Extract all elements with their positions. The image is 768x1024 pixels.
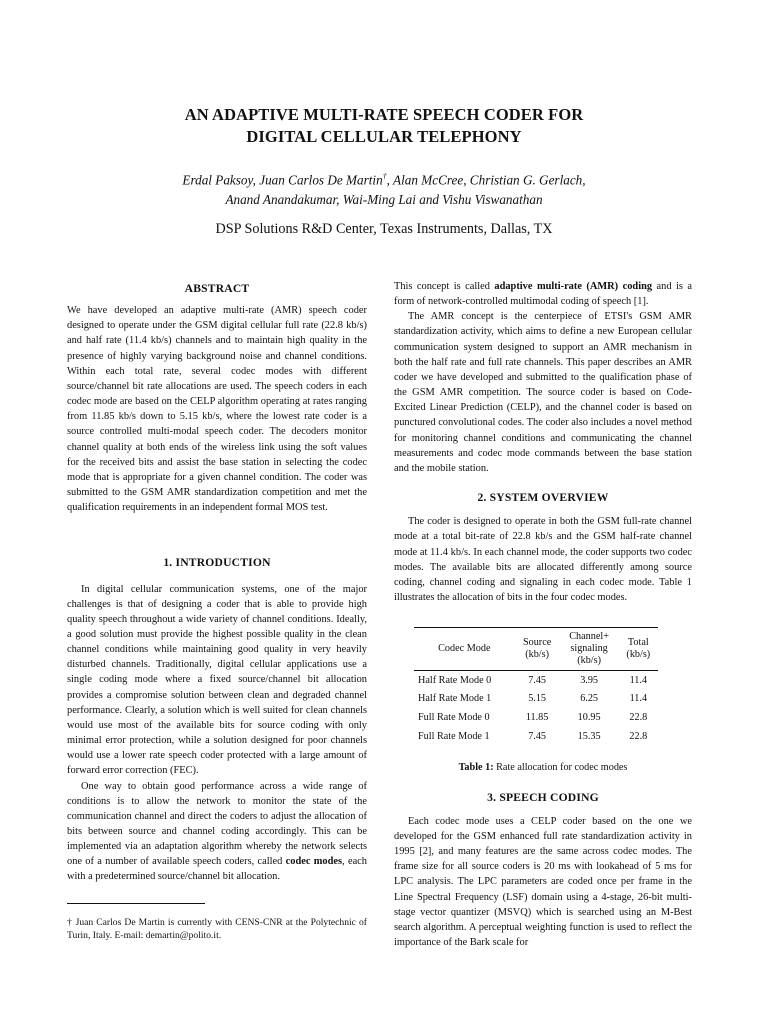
cell-channel: 6.25 <box>580 693 599 705</box>
cell-mode: Full Rate Mode 0 <box>418 712 490 724</box>
header-total-l2: (kb/s) <box>626 649 651 661</box>
cell-mode: Full Rate Mode 1 <box>418 730 490 742</box>
header-channel-l3: (kb/s) <box>577 655 601 667</box>
cell-source: 7.45 <box>528 730 547 742</box>
amr-p1-text-a: This concept is called <box>394 281 495 292</box>
introduction-heading: 1. INTRODUCTION <box>163 556 271 570</box>
header-source-l1: Source <box>522 637 552 649</box>
table-row <box>414 671 658 690</box>
amr-paragraph <box>394 279 692 309</box>
authors-line-2: Anand Anandakumar, Wai-Ming Lai and Vishu Viswanathan <box>225 192 543 208</box>
title-line-2: DIGITAL CELLULAR TELEPHONY <box>246 127 522 146</box>
cell-channel: 10.95 <box>577 712 601 724</box>
cell-total: 22.8 <box>629 712 648 724</box>
amr-p1-text-b: and is a form of network-controlled multimodal coding of speech [1]. <box>394 281 692 308</box>
right-column <box>394 279 692 950</box>
cell-source: 5.15 <box>528 693 547 705</box>
paper-title <box>60 104 708 148</box>
system-overview-paragraph: The coder is designed to operate in both the GSM full-rate channel mode at a total bit-rate of 22.8 kb/s and the GSM half-rate channel mode at 11.4 kb/s. In each channel mode, the coder supports two codec modes. The available bits are allocated differently among source coding, channel coding and signaling in each codec mode. Table 1 illustrates the allocation of bits in the four codec modes. <box>394 516 692 603</box>
cell-mode: Half Rate Mode 1 <box>418 693 492 705</box>
header-source <box>515 628 560 671</box>
footnote-rule <box>67 903 205 904</box>
title-line-1: AN ADAPTIVE MULTI-RATE SPEECH CODER FOR <box>184 105 584 124</box>
table-row <box>414 708 658 727</box>
header-total-l1: Total <box>627 637 649 649</box>
intro-paragraph-1: In digital cellular communication systems, one of the major challenges is that of designing a coder that is able to provide high quality speech throughout a wide variety of channel conditions. Ideally, a good solution must provide the highest possible quality in the clean channel conditions while maintaining good quality in very heavily disturbed channels. Traditionally, digital cellular applications use a single coding mode where a fixed source/channel bit allocation provides a compromise solution between clean and degraded channel performance. Clearly, a solution which is well suited for clean channels would use most of the available bits for source coding with only minimal error protection, while a solution designed for poor channels would use a lower rate speech coder protected with a large amount of forward error correction (FEC). <box>67 583 367 777</box>
table-row <box>414 690 658 709</box>
abstract-text: We have developed an adaptive multi-rate (AMR) speech coder designed to operate under the GSM digital cellular full rate (22.8 kb/s) and half rate (11.4 kb/s) channels and to maintain high quality in the presence of highly varying background noise and channel conditions. Within each total rate, several codec modes with different source/channel bit rate allocations are used. The speech coders in each codec mode are based on the CELP algorithm operating at rates ranging from 11.85 kb/s down to 5.15 kb/s, where the lowest rate coder is a source controlled multi-modal speech coder. The decoders monitor channel quality at both ends of the wireless link using the soft values for the received bits and assist the base station in selecting the codec mode that is appropriate for a given channel condition. The coder was submitted to the GSM AMR standardization competition and met the qualification requirements in an independent formal MOS test. <box>67 305 367 514</box>
table-caption-label: Table 1: <box>458 761 494 773</box>
table-row <box>414 727 658 746</box>
authors-line-1-b: , Alan McCree, Christian G. Gerlach, <box>386 172 586 188</box>
cell-total: 11.4 <box>629 693 648 705</box>
affiliation: DSP Solutions R&D Center, Texas Instruments, Dallas, TX <box>215 221 553 237</box>
system-overview-heading: 2. SYSTEM OVERVIEW <box>477 491 609 505</box>
codec-modes-term: codec modes <box>285 856 343 868</box>
header-channel-l1: Channel+ <box>569 631 609 643</box>
left-column <box>67 279 367 943</box>
cell-mode: Half Rate Mode 0 <box>418 674 492 686</box>
amr-concept-paragraph: The AMR concept is the centerpiece of ETSI's GSM AMR standardization activity, which aims to define a new European cellular communication system designed to support an AMR mechanism in both the half rate and full rate channels. This paper describes an AMR coder we have developed and submitted to the qualification phase of the GSM AMR competition. The source coder is based on Code-Excited Linear Prediction (CELP), and the channel coder is based on punctured convolutional codes. The coder also includes a novel method for monitoring channel conditions and communicating the channel measurements and codec mode commands between the base station and the mobile station. <box>394 311 692 474</box>
speech-coding-heading: 3. SPEECH CODING <box>487 790 599 804</box>
speech-coding-paragraph: Each codec mode uses a CELP coder based on the one we developed for the GSM enhanced full rate standardization activity in 1995 [2], and many features are the same across codec modes. The frame size for all source coders is 20 ms with lookahead of 5 ms for LPC analysis. The LPC parameters are coded once per frame in the Line Spectral Frequency (LSF) domain using a 4-stage, 26-bit multi-stage vector quantizer (MSVQ) which is searched using an M-Best search algorithm. A perceptual weighting function is used to reflect the importance of the Bark scale for <box>394 815 692 949</box>
header-channel-l2: signaling <box>570 643 608 655</box>
cell-source: 7.45 <box>528 674 547 686</box>
dagger-mark: † <box>382 172 387 181</box>
abstract-heading: ABSTRACT <box>184 282 250 295</box>
cell-total: 11.4 <box>629 674 648 686</box>
header-channel <box>560 628 619 671</box>
header-total <box>619 628 658 671</box>
header-source-l2: (kb/s) <box>525 649 549 661</box>
cell-source: 11.85 <box>525 712 549 724</box>
authors-line-1-a: Erdal Paksoy, Juan Carlos De Martin <box>182 172 383 188</box>
intro-paragraph-2 <box>67 779 367 885</box>
cell-channel: 3.95 <box>580 674 599 686</box>
header-codec-mode: Codec Mode <box>438 643 491 655</box>
amr-coding-term: adaptive multi-rate (AMR) coding <box>494 281 653 292</box>
cell-channel: 15.35 <box>577 730 601 742</box>
table-header-row <box>414 628 658 671</box>
table-caption-text: Rate allocation for codec modes <box>493 761 628 773</box>
cell-total: 22.8 <box>629 730 648 742</box>
authors-line-1 <box>60 167 708 190</box>
author-list <box>60 167 708 210</box>
intro-p2-text-b: , each with a predetermined source/channel bit allocation. <box>67 856 367 883</box>
table-caption <box>394 760 692 775</box>
rate-allocation-table <box>414 627 658 745</box>
footnote: † Juan Carlos De Martin is currently with CENS-CNR at the Polytechnic of Turin, Italy. E-mail: demartin@polito.it. <box>67 916 367 942</box>
intro-p2-text-a: One way to obtain good performance across a wide range of conditions is to allow the network to monitor the state of the communication channel and direct the coders to adjust the allocation of bits between source and channel coding accordingly. This can be implemented via an adaptation algorithm whereby the network selects one of a number of available speech coders, called <box>67 780 367 868</box>
